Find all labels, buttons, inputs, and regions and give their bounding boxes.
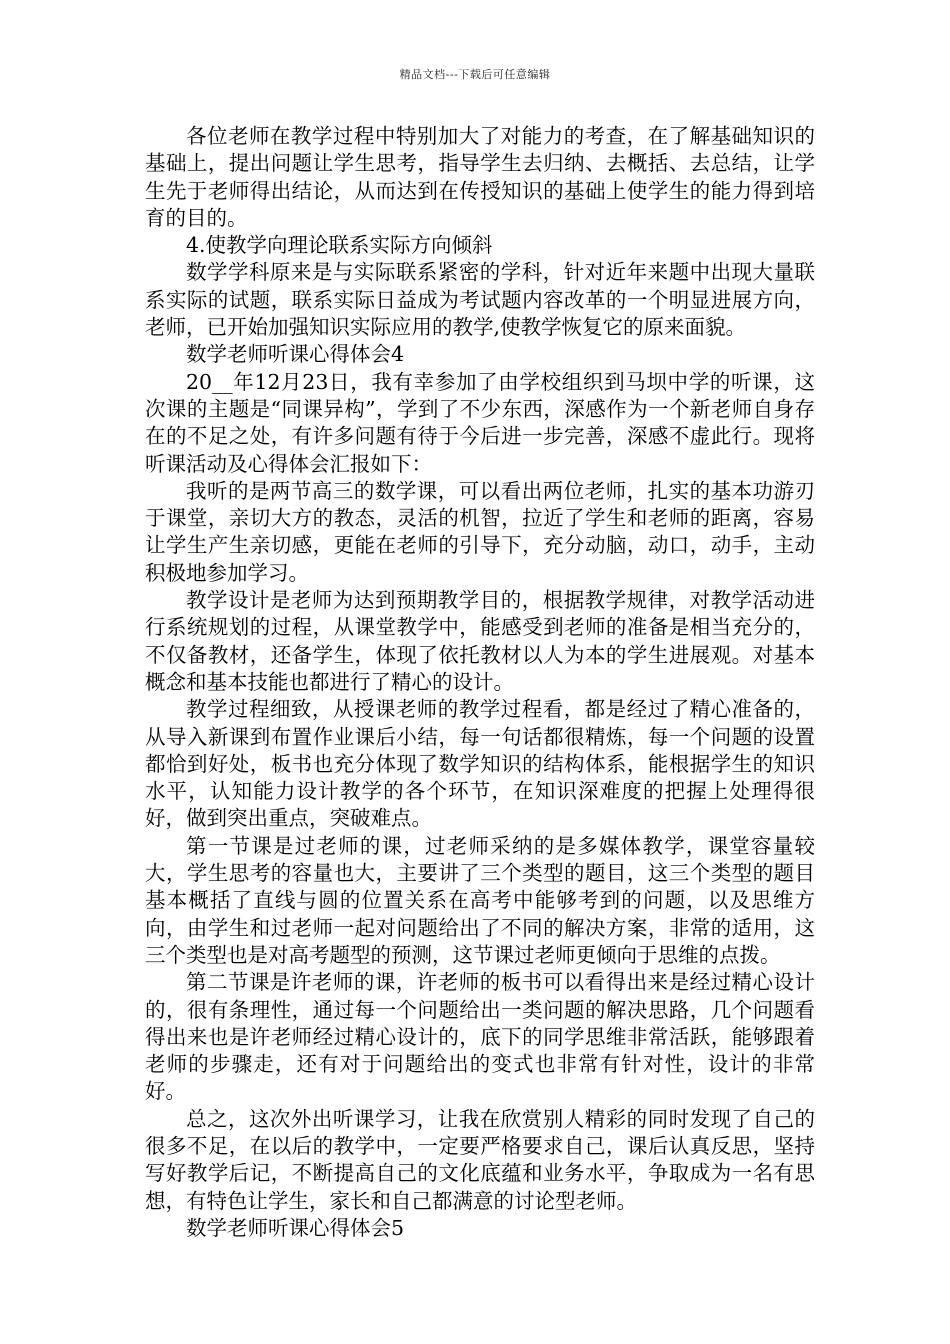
page-header: 精品文档---下载后可任意编辑 bbox=[399, 68, 551, 81]
paragraph-ability-assessment: 各位老师在教学过程中特别加大了对能力的考查，在了解基础知识的基础上，提出问题让学生思考，指导学生去归纳、去概括、去总结，让学生先于老师得出结论，从而达到在传授知识的基础上使学生的能力得到培育的目的。 bbox=[145, 124, 815, 230]
paragraph-teaching-design: 教学设计是老师为达到预期教学目的，根据教学规律，对教学活动进行系统规划的过程，从课堂教学中，能感受到老师的准备是相当充分的，不仅备教材，还备学生，体现了依托教材以人为本的学生进展观。对基本概念和基本技能也都进行了精心的设计。 bbox=[145, 588, 815, 694]
paragraph-teaching-process: 教学过程细致，从授课老师的教学过程看，都是经过了精心准备的，从导入新课到布置作业课后小结，每一句话都很精炼，每一个问题的设置都恰到好处，板书也充分体现了数学知识的结构体系，能根据学生的知识水平，认知能力设计教学的各个环节，在知识深难度的把握上处理得很好，做到突出重点，突破难点。 bbox=[145, 697, 815, 831]
section-title-experience-4: 数学老师听课心得体会4 bbox=[186, 342, 405, 367]
paragraph-lesson-visit-intro: 20__年12月23日，我有幸参加了由学校组织到马坝中学的听课，这次课的主题是“同课异构”，学到了不少东西，深感作为一个新老师自身存在的不足之处，有许多问题有待于今后进一步完善，深感不虚此行。现将听课活动及心得体会汇报如下： bbox=[145, 369, 815, 476]
paragraph-first-lesson: 第一节课是过老师的课，过老师采纳的是多媒体教学，课堂容量较大，学生思考的容量也大，主要讲了三个类型的题目，这三个类型的题目基本概括了直线与圆的位置关系在高考中能够考到的问题，以及思维方向，由学生和过老师一起对问题给出了不同的解决方案，非常的适用，这三个类型也是对高考题型的预测，这节课过老师更倾向于思维的点拨。 bbox=[145, 833, 815, 967]
paragraph-summary: 总之，这次外出听课学习，让我在欣赏别人精彩的同时发现了自己的很多不足，在以后的教学中，一定要严格要求自己，课后认真反思，坚持写好教学后记，不断提高自己的文化底蕴和业务水平，争取成为一名有思想，有特色让学生，家长和自己都满意的讨论型老师。 bbox=[145, 1106, 815, 1213]
paragraph-second-lesson: 第二节课是许老师的课，许老师的板书可以看得出来是经过精心设计的，很有条理性，通过每一个问题给出一类问题的解决思路，几个问题看得出来也是许老师经过精心设计的，底下的同学思维非常活跃，能够跟着老师的步骤走，还有对于问题给出的变式也非常有针对性，设计的非常好。 bbox=[145, 970, 815, 1104]
paragraph-practical-application: 数学学科原来是与实际联系紧密的学科，针对近年来题中出现大量联系实际的试题，联系实际日益成为考试题内容改革的一个明显进展方向，老师，已开始加强知识实际应用的教学,使教学恢复它的原来面貌。 bbox=[145, 260, 815, 340]
paragraph-two-lessons: 我听的是两节高三的数学课，可以看出两位老师，扎实的基本功游刃于课堂，亲切大方的教态，灵活的机智，拉近了学生和老师的距离，容易让学生产生亲切感，更能在老师的引导下，充分动脑，动口，动手，主动积极地参加学习。 bbox=[145, 478, 815, 585]
document-body bbox=[145, 123, 815, 1242]
section-heading-theory-practice: 4.使教学向理论联系实际方向倾斜 bbox=[186, 233, 493, 258]
section-title-experience-5: 数学老师听课心得体会5 bbox=[186, 1215, 405, 1240]
